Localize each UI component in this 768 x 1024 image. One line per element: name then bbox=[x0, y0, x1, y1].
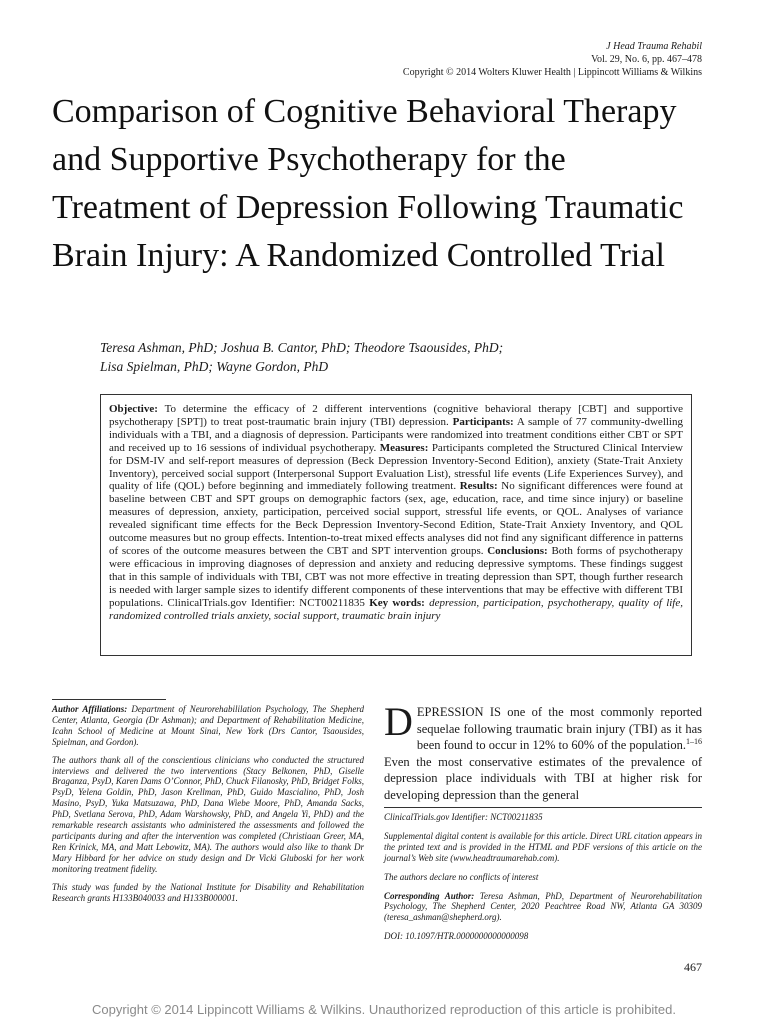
keywords-text: depression, participation, psychotherapy, quality of life, randomized controlled trials anxiety, social support, traumatic brain injury bbox=[109, 596, 683, 622]
funding-paragraph: This study was funded by the National Institute for Disability and Rehabilitation Research grants H133B040033 and H133B000001. bbox=[52, 881, 364, 903]
objective-text: To determine the efficacy of 2 different interventions (cognitive behavioral therapy [CBT] and supportive psychotherapy [SPT]) to treat post-traumatic brain injury (TBI) depression. bbox=[109, 403, 683, 428]
author-list bbox=[100, 338, 660, 376]
measures-label: Measures: bbox=[379, 441, 429, 454]
journal-volume: Vol. 29, No. 6, pp. 467–478 bbox=[591, 54, 702, 65]
article-title: Comparison of Cognitive Behavioral Therapy and Supportive Psychotherapy for the Treatment of Depression Following Traumatic Brain Injury: A Randomized Controlled Trial bbox=[52, 93, 684, 274]
footer-copyright: Copyright © 2014 Lippincott Williams & Wilkins. Unauthorized reproduction of this article is prohibited. bbox=[91, 1002, 676, 1017]
article-notes bbox=[384, 812, 702, 950]
results-text: No significant differences were found at baseline between CBT and SPT groups on demographic factors (sex, age, education, race, and time since injury) or baseline measures of depression, anxiety, participation, perceived social support, stressful life events, or QOL. Analyses of variance revealed significant time effects for the Beck Depression Inventory-Second Edition, State-Trait Anxiety Inventory, and QOL outcome measures but no group effects. Intention-to-treat mixed effects analyses did not find any significant difference in patterns of scores of the outcome measures between the CBT and SPT intervention groups. bbox=[109, 480, 683, 557]
measures-text: Participants completed the Structured Clinical Interview for DSM-IV and self-report measures of depression (Beck Depression Inventory-Second Edition), anxiety (State-Trait Anxiety Inventory), perceived social support (Interpersonal Support Evaluation List), stressful life events (Life Experiences Survey), and quality of life (QOL) before beginning and immediately following treatment. bbox=[109, 441, 684, 493]
body-text-2: Even the most conservative estimates of the prevalence of depression place individuals with TBI at higher risk for developing depression than the general bbox=[384, 754, 702, 802]
objective-label: Objective: bbox=[109, 403, 158, 415]
footnote-divider bbox=[52, 699, 166, 700]
conclusions-text: Both forms of psychotherapy were efficacious in improving diagnoses of depression and anxiety and reducing depressive symptoms. These findings suggest that in this sample of individuals with TBI, CBT was not more effective in treating depression than SPT, though further research is needed with larger sample sizes to identify different components of these interventions that may be effective with different TBI populations. ClinicalTrials.gov Identifier: NCT00211835 bbox=[109, 544, 683, 609]
affiliation-text: Department of Neurorehabililation Psychology, The Shepherd Center, Atlanta, Georgia (Dr Ashman); and Department of Rehabilitation Medicine, Icahn School of Medicine at Mount Sinai, New York (Drs Cantor, Tsaousides, Spielman, and Gordon). bbox=[52, 704, 364, 747]
acknowledgment-paragraph: The authors thank all of the conscientious clinicians who conducted the structured interviews and delivered the two interventions (Stacy Belkonen, PhD, Giselle Braganza, PsyD, Karen Dams O’Connor, PhD, Chuck Filanosky, PhD, Bridget Folks, PsyD, Yelena Goldin, PhD, Jason Krellman, PhD, Guido Mascialino, PhD, Josh Masino, PsyD, Yuka Matsuzawa, PhD, Dana Wiebe Moore, PhD, Amanda Sacks, PhD, Svetlana Serova, PhD, Adam Warshowsky, PhD, and Angela Yi, PhD) and the remarkable research assistants who administered the assessments and followed the participants during and after the intervention was completed (Christiaan Greer, MA, Ren Krinick, MA, and Matt Lebowitz, MA). The authors would also like to thank Dr Mary Hibbard for her advice on study design and Dr Vicki Gluboski for her work monitoring treatment fidelity. bbox=[52, 754, 364, 874]
participants-text: A sample of 77 community-dwelling individuals with a TBI, and a diagnosis of depression. Participants were randomized into treatment conditions either CBT or SPT and received up to 16 sessions of individual psychotherapy. bbox=[109, 415, 683, 454]
conflict-note: The authors declare no conflicts of interest bbox=[384, 871, 539, 882]
affiliation-paragraph bbox=[52, 704, 364, 748]
author-affiliations bbox=[52, 704, 364, 910]
conclusions-label: Conclusions: bbox=[487, 544, 548, 557]
corresponding-author bbox=[384, 891, 702, 924]
body-text-1: one of the most commonly reported sequelae following traumatic brain injury (TBI) as it has been found to occur in 12% to 60% of the population. bbox=[416, 705, 703, 752]
keywords-label: Key words: bbox=[369, 596, 425, 609]
notes-divider bbox=[384, 807, 702, 808]
authors-line-2: Lisa Spielman, PhD; Wayne Gordon, PhD bbox=[100, 359, 329, 374]
abstract-box bbox=[100, 394, 692, 656]
participants-label: Participants: bbox=[452, 415, 514, 428]
journal-header bbox=[282, 40, 702, 79]
citation-superscript: 1–16 bbox=[686, 736, 702, 746]
corresponding-label: Corresponding Author: bbox=[384, 890, 475, 901]
trial-identifier: ClinicalTrials.gov Identifier: NCT00211835 bbox=[384, 812, 543, 822]
authors-line-1: Teresa Ashman, PhD; Joshua B. Cantor, PhD; Theodore Tsaousides, PhD; bbox=[100, 340, 504, 355]
smallcaps-lead: EPRESSION IS bbox=[416, 705, 501, 719]
drop-cap: D bbox=[384, 699, 413, 744]
page-number: 467 bbox=[684, 960, 702, 974]
doi-line: DOI: 10.1097/HTR.0000000000000098 bbox=[384, 931, 529, 942]
body-paragraph bbox=[384, 699, 703, 803]
supplemental-note: Supplemental digital content is available for this article. Direct URL citation appears in the printed text and is provided in the HTML and PDF versions of this article on the journal’s Web site (www.headtraumarehab.com). bbox=[384, 830, 702, 863]
affiliation-label: Author Affiliations: bbox=[52, 704, 128, 714]
corresponding-text: Teresa Ashman, PhD, Department of Neurorehabilitation Psychology, The Shepherd Center, 2020 Peachtree Road NW, Atlanta GA 30309 (teresa_ashman@shepherd.org). bbox=[384, 890, 703, 923]
results-label: Results: bbox=[459, 480, 498, 493]
journal-name: J Head Trauma Rehabil bbox=[606, 41, 702, 52]
journal-copyright: Copyright © 2014 Wolters Kluwer Health | Lippincott Williams & Wilkins bbox=[402, 67, 702, 78]
